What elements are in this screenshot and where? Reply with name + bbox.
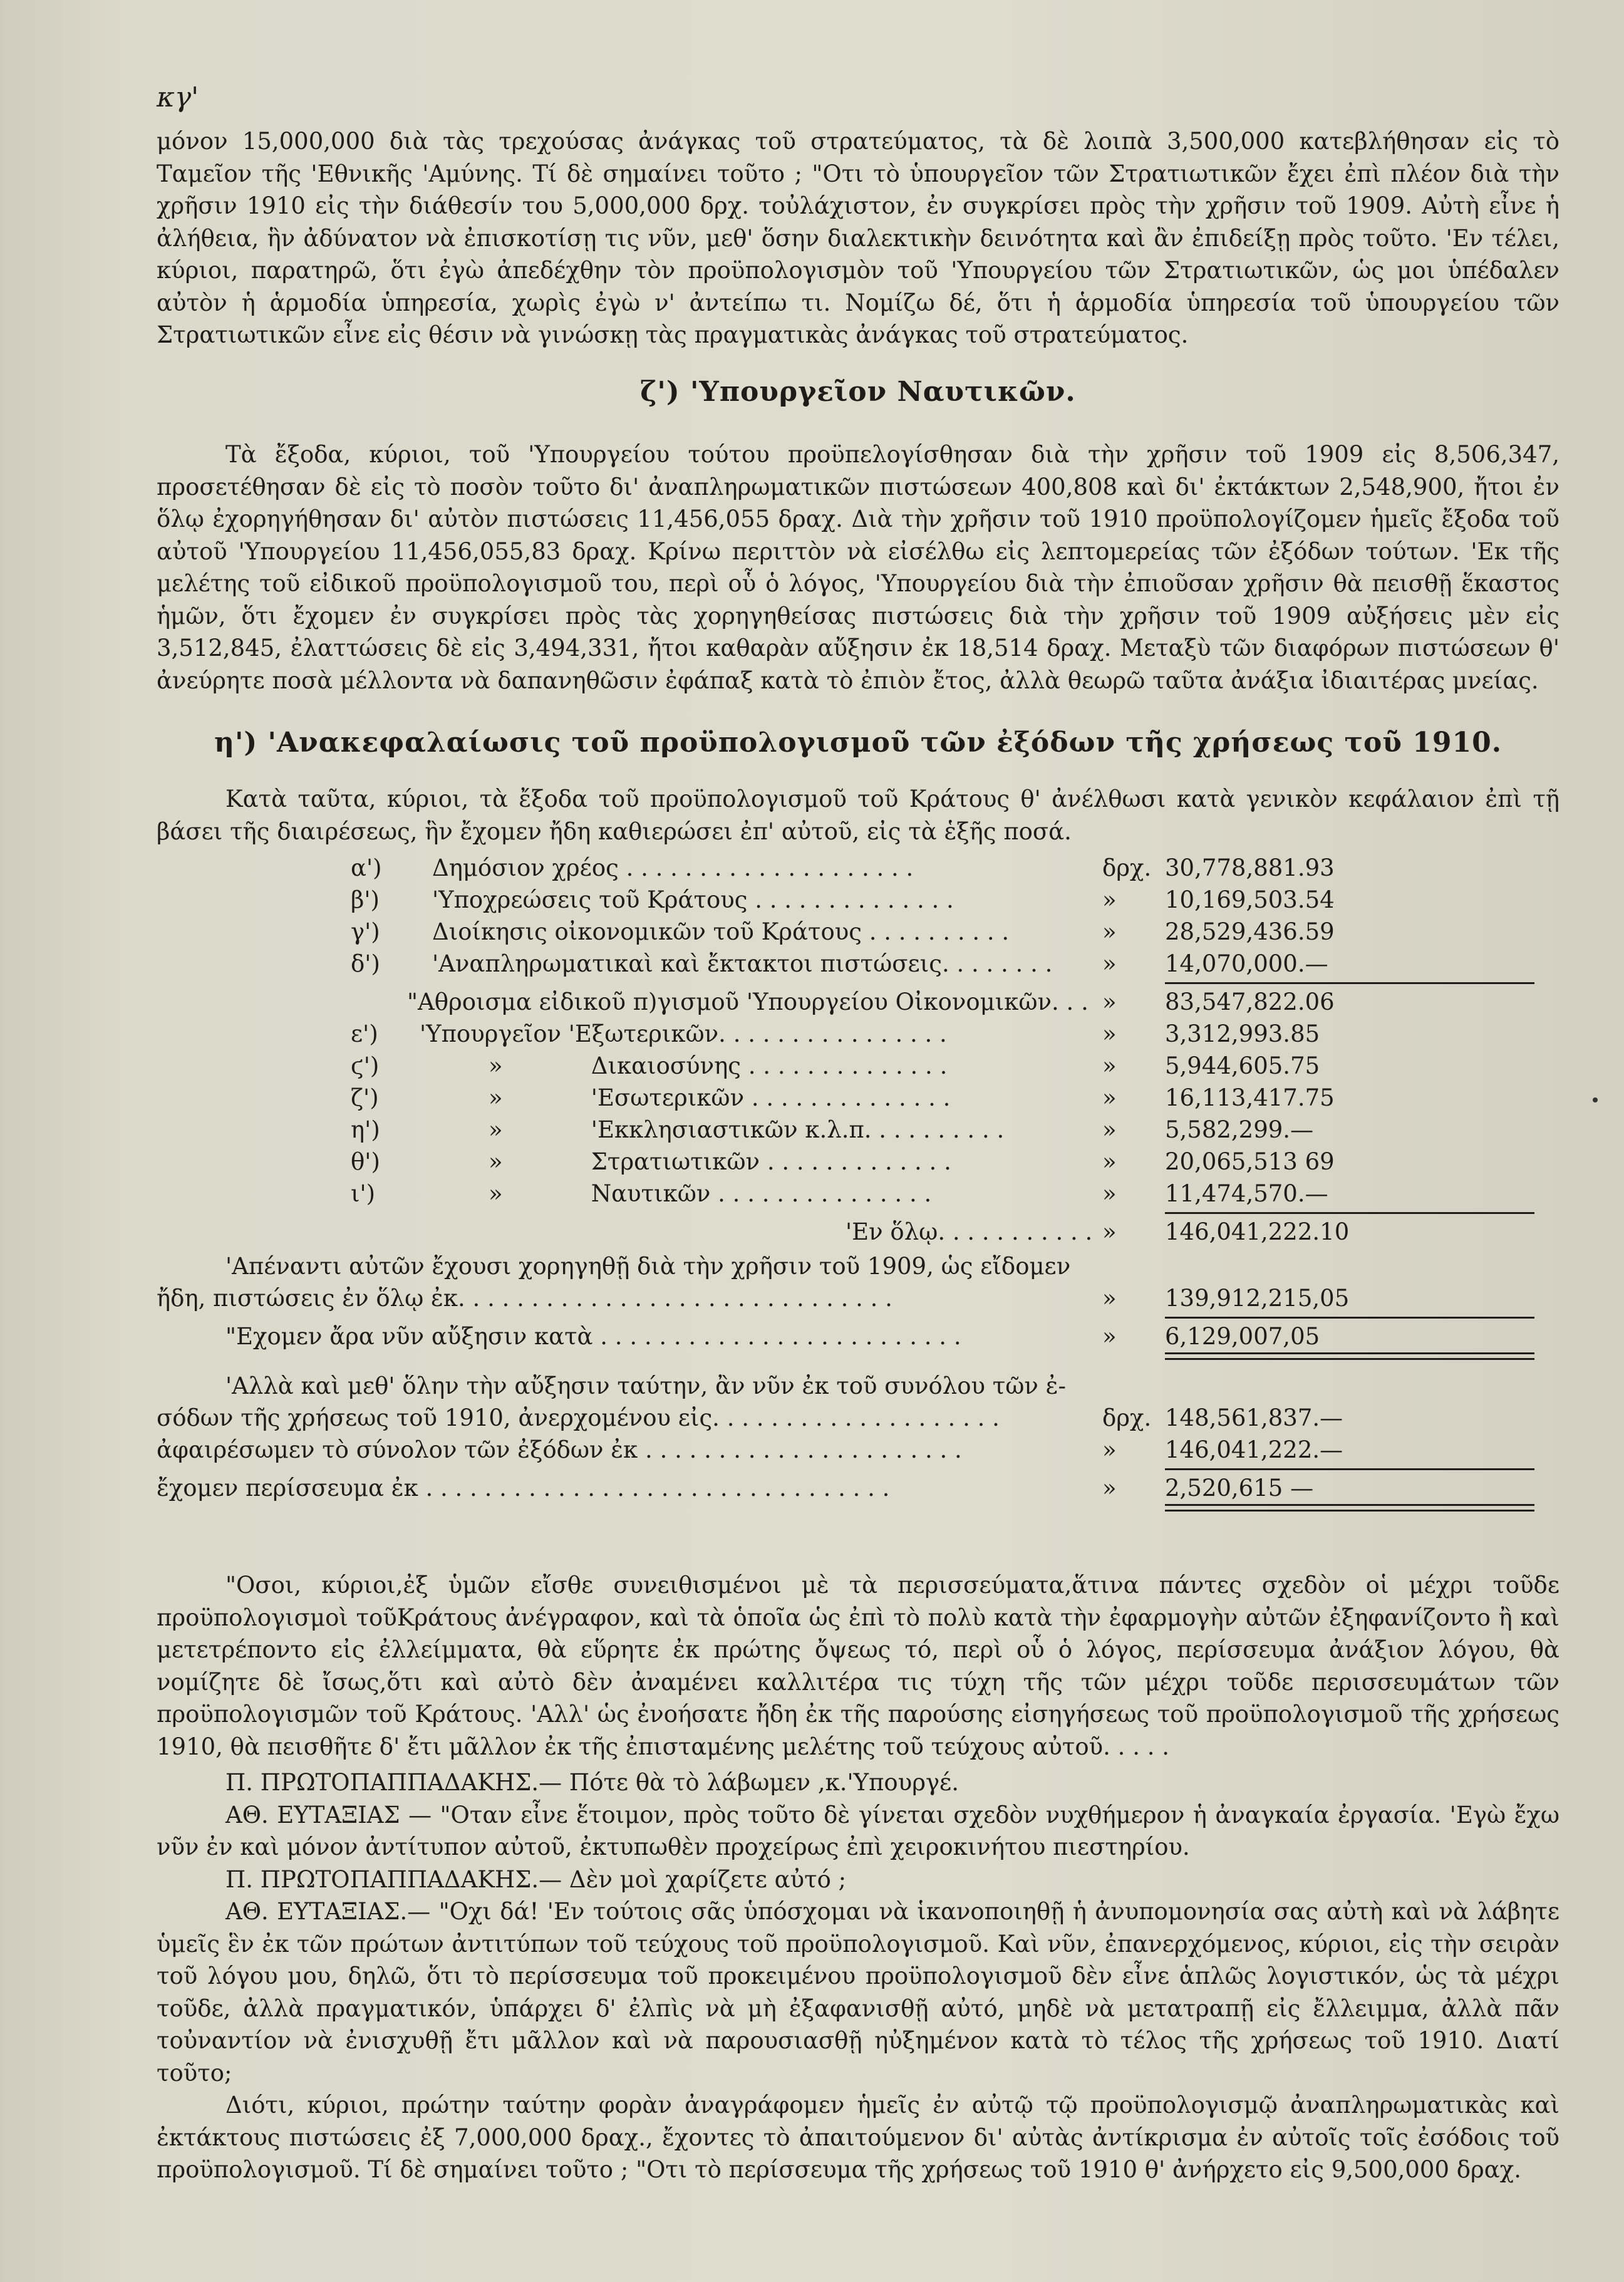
ledger-row xyxy=(157,1178,1559,1210)
ledger-amount: 5,582,299.— xyxy=(1165,1116,1314,1143)
sum-rule xyxy=(1165,982,1534,984)
dialogue-line xyxy=(157,1864,1559,1896)
increase-amount: 6,129,007,05 xyxy=(1165,1323,1320,1350)
ledger-row xyxy=(157,1114,1559,1146)
ledger-label: 'Αναπληρωματικαὶ καὶ ἔκτακτοι πιστώσεις. . . . . . . . xyxy=(432,950,1053,977)
speaker-name: Π. ΠΡΩΤΟΠΑΠΠΑΔΑΚΗΣ.— xyxy=(225,1769,562,1796)
subtotal-label: "Αθροισμα εἰδικοῦ π)γισμοῦ 'Υπουργείου Οἰκονομικῶν. . . xyxy=(407,988,1089,1015)
surplus-amount: 2,520,615 — xyxy=(1165,1475,1314,1501)
ledger-revenue-row xyxy=(157,1402,1559,1434)
ledger-increase-row xyxy=(157,1320,1559,1352)
ledger-letter: α') xyxy=(351,854,382,881)
ledger-amount: 20,065,513 69 xyxy=(1165,1148,1335,1175)
ledger-label: » 'Εκκλησιαστικῶν κ.λ.π. . . . . . . . . . xyxy=(489,1116,1005,1143)
speech-text: Πότε θὰ τὸ λάβωμεν ,κ.'Υπουργέ. xyxy=(569,1769,959,1796)
ledger-unit: δρχ. xyxy=(1102,1404,1152,1431)
ledger-unit: » xyxy=(1102,1323,1117,1350)
section-z-body xyxy=(157,438,1559,697)
ledger-label: » Στρατιωτικῶν . . . . . . . . . . . . . xyxy=(489,1148,951,1175)
ledger-label: » Δικαιοσύνης . . . . . . . . . . . . . . xyxy=(489,1052,948,1079)
intro-block xyxy=(157,125,1559,351)
ledger-unit: » xyxy=(1102,1285,1117,1312)
ledger-unit: » xyxy=(1102,1148,1117,1175)
section-z-paragraph: Τὰ ἔξοδα, κύριοι, τοῦ 'Υπουργείου τούτου προϋπελογίσθησαν διὰ τὴν χρῆσιν τοῦ 1909 εἰς 8,506,347, προσετέθησαν δὲ εἰς τὸ ποσὸν τοῦτο δι' ἀναπληρωματικῶν πιστώσεων 400,808 καὶ δι' ἐκτάκτων 2,548,900, ἤτοι ἐν ὅλῳ ἐχορηγήθησαν δι' αὐτὸν πιστώσεις 11,456,055 δραχ. Διὰ τὴν χρῆσιν τοῦ 1910 προϋπολογίζομεν ἡμεῖς ἔξοδα τοῦ αὐτοῦ 'Υπουργείου 11,456,055,83 δραχ. Κρίνω περιττὸν νὰ εἰσέλθω εἰς λεπτομερείας τῶν ἐξόδων τούτων. 'Εκ τῆς μελέτης τοῦ εἰδικοῦ προϋπολογισμοῦ του, περὶ οὗ ὁ λόγος, 'Υπουργείου διὰ τὴν ἐπιοῦσαν χρῆσιν θὰ πεισθῇ ἕκαστος ἡμῶν, ὅτι ἔχομεν ἐν συγκρίσει πρὸς τὰς χορηγηθείσας πιστώσεις διὰ τὴν χρῆσιν τοῦ 1909 αὐξήσεις μὲν εἰς 3,512,845, ἐλαττώσεις δὲ εἰς 3,494,331, ἤτοι καθαρὰν αὔξησιν ἐκ 18,514 δραχ. Μεταξὺ τῶν διαφόρων πιστώσεων θ' ἀνεύρητε ποσὰ μέλλοντα νὰ δαπανηθῶσιν ἐφάπαξ κατὰ τὸ ἐπιὸν ἔτος, ἀλλὰ θεωρῶ ταῦτα ἀνάξια ἰδιαιτέρας μνείας. xyxy=(157,441,1559,694)
ledger-amount: 14,070,000.— xyxy=(1165,950,1328,977)
ledger-row xyxy=(157,948,1559,980)
ledger-label: » Ναυτικῶν . . . . . . . . . . . . . . . xyxy=(489,1180,932,1207)
ledger-letter: δ') xyxy=(351,950,380,977)
ledger-letter: γ') xyxy=(351,918,380,945)
section-h-heading: η') 'Ανακεφαλαίωσις τοῦ προϋπολογισμοῦ τῶν ἐξόδων τῆς χρήσεως τοῦ 1910. xyxy=(214,727,1502,759)
ledger-granted-row xyxy=(157,1282,1559,1314)
budget-ledger xyxy=(157,852,1559,1513)
ledger-subtract-row xyxy=(157,1434,1559,1466)
ledger-unit: » xyxy=(1102,1436,1117,1463)
ledger-letter: θ') xyxy=(351,1148,380,1175)
ledger-letter: ζ') xyxy=(351,1084,379,1111)
subtract-amount: 146,041,222.— xyxy=(1165,1436,1343,1463)
ledger-unit: » xyxy=(1102,1052,1117,1079)
final-paragraph: Διότι, κύριοι, πρώτην ταύτην φορὰν ἀναγράφομεν ἡμεῖς ἐν αὐτῷ τῷ προϋπολογισμῷ ἀναπληρωματικὰς καὶ ἐκτάκτους πιστώσεις ἐξ 7,000,000 δραχ., ἔχοντες τὸ ἀπαιτούμενον δι' αὐτὰς ἀντίκρισμα ἐν αὐτοῖς τοῖς ἐσόδοις τοῦ προϋπολογισμοῦ. Τί δὲ σημαίνει τοῦτο ; "Οτι τὸ περίσσευμα τῆς χρήσεως τοῦ 1910 θ' ἀνήρχετο εἰς 9,500,000 δραχ. xyxy=(157,2092,1559,2183)
intro-paragraph: μόνον 15,000,000 διὰ τὰς τρεχούσας ἀνάγκας τοῦ στρατεύματος, τὰ δὲ λοιπὰ 3,500,000 κατεβλήθησαν εἰς τὸ Ταμεῖον τῆς 'Εθνικῆς 'Αμύνης. Τί δὲ σημαίνει τοῦτο ; "Οτι τὸ ὑπουργεῖον τῶν Στρατιωτικῶν ἔχει ἐπὶ πλέον διὰ τὴν χρῆσιν 1910 εἰς τὴν διάθεσίν του 5,000,000 δρχ. τοὐλάχιστον, ἐν συγκρίσει πρὸς τὴν χρῆσιν τοῦ 1909. Αὐτὴ εἶνε ἡ ἀλήθεια, ἣν ἀδύνατον νὰ ἐπισκοτίσῃ τις νῦν, μεθ' ὅσην διαλεκτικὴν δεινότητα καὶ ἂν ἐπιδείξῃ πρὸς τοῦτο. 'Εν τέλει, κύριοι, παρατηρῶ, ὅτι ἐγὼ ἀπεδέχθην τὸν προϋπολογισμὸν τοῦ 'Υπουργείου τῶν Στρατιωτικῶν, ὡς μοι ὑπέδαλεν αὐτὸν ἡ ἁρμοδία ὑπηρεσία, χωρὶς ἐγὼ ν' ἀντείπω τι. Νομίζω δέ, ὅτι ἡ ἁρμοδία ὑπηρεσία τοῦ ὑπουργείου τῶν Στρατιωτικῶν εἶνε εἰς θέσιν νὰ γινώσκῃ τὰς πραγματικὰς ἀνάγκας τοῦ στρατεύματος. xyxy=(157,128,1559,348)
ledger-amount: 10,169,503.54 xyxy=(1165,886,1335,913)
ledger-unit: » xyxy=(1102,950,1117,977)
ledger-unit: » xyxy=(1102,1020,1117,1047)
ledger-letter: ϛ') xyxy=(351,1052,380,1079)
ledger-row xyxy=(157,1050,1559,1082)
total-amount: 146,041,222.10 xyxy=(1165,1218,1350,1245)
ledger-amount: 30,778,881.93 xyxy=(1165,854,1335,881)
ledger-unit: » xyxy=(1102,988,1117,1015)
speaker-name: Π. ΠΡΩΤΟΠΑΠΠΑΔΑΚΗΣ.— xyxy=(225,1865,562,1893)
ledger-unit: » xyxy=(1102,1116,1117,1143)
ledger-amount: 16,113,417.75 xyxy=(1165,1084,1335,1111)
dialogue-block xyxy=(157,1766,1559,2186)
speech-text: "Οταν εἶνε ἕτοιμον, πρὸς τοῦτο δὲ γίνεται σχεδὸν νυχθήμερον ἡ ἀναγκαία ἐργασία. 'Εγὼ ἔχω νῦν ἐν καὶ μόνον ἀντίτυπον αὐτοῦ, ἐκτυπωθὲν προχείρως ἐπὶ χειροκινήτου πιεστηρίου. xyxy=(157,1801,1560,1860)
granted-caption: 'Απέναντι αὐτῶν ἔχουσι χορηγηθῇ διὰ τὴν χρῆσιν τοῦ 1909, ὡς εἴδομεν xyxy=(225,1253,1071,1280)
sum-rule xyxy=(1165,1212,1534,1214)
speaker-name: ΑΘ. ΕΥΤΑΞΙΑΣ — xyxy=(225,1801,432,1828)
granted-amount: 139,912,215,05 xyxy=(1165,1285,1350,1312)
revenue-caption: 'Αλλὰ καὶ μεθ' ὅλην τὴν αὔξησιν ταύτην, ἂν νῦν ἐκ τοῦ συνόλου τῶν ἐ- xyxy=(225,1372,1066,1399)
ledger-letter: ι') xyxy=(351,1180,376,1207)
ledger-unit: » xyxy=(1102,886,1117,913)
surplus-label: ἔχομεν περίσσευμα ἐκ . . . . . . . . . . . . . . . . . . . . . . . . . . . . . . . . xyxy=(157,1475,890,1501)
ledger-row xyxy=(157,916,1559,948)
speech-text: Δὲν μοὶ χαρίζετε αὐτό ; xyxy=(569,1865,847,1893)
ink-speck xyxy=(1593,1097,1598,1102)
ledger-row xyxy=(157,1082,1559,1114)
page-number: κγ' xyxy=(157,81,199,113)
ledger-label: » 'Εσωτερικῶν . . . . . . . . . . . . . . xyxy=(489,1084,951,1111)
ledger-label: 'Υπουργεῖον 'Εξωτερικῶν. . . . . . . . . . . . . . . . xyxy=(420,1020,947,1047)
revenue-amount: 148,561,837.— xyxy=(1165,1404,1343,1431)
ledger-unit: » xyxy=(1102,1180,1117,1207)
granted-label: ἤδη, πιστώσεις ἐν ὅλῳ ἐκ. . . . . . . . . . . . . . . . . . . . . . . . . . . . . . xyxy=(157,1285,892,1312)
double-rule xyxy=(1165,1504,1534,1512)
section-z-heading: ζ') 'Υπουργεῖον Ναυτικῶν. xyxy=(640,376,1076,408)
granted-caption-row xyxy=(157,1250,1559,1282)
speech-text: "Οχι δά! 'Εν τούτοις σᾶς ὑπόσχομαι νὰ ἱκανοποιηθῇ ἡ ἀνυπομονησία σας αὐτὴ καὶ νὰ λάβητε ὑμεῖς ἓν ἐκ τῶν πρώτων ἀντιτύπων τοῦ τεύχους τοῦ προϋπολογισμοῦ. Καὶ νῦν, ἐπανερχόμενος, κύριοι, εἰς τὴν σειρὰν τοῦ λόγου μου, δηλῶ, ὅτι τὸ περίσσευμα τοῦ προκειμένου προϋπολογισμοῦ δὲν εἶνε ἁπλῶς λογιστικόν, ὡς τὰ μέχρι τοῦδε, ἀλλὰ πραγματικόν, ὑπάρχει δ' ἐλπὶς νὰ μὴ ἐξαφανισθῇ αὐτό, μηδὲ νὰ μετατραπῇ εἰς ἔλλειμμα, ἀλλὰ πᾶν τοὐναντίον νὰ ἐνισχυθῇ ἔτι μᾶλλον καὶ νὰ παρουσιασθῇ ηὐξημένον κατὰ τὸ τέλος τῆς χρήσεως τοῦ 1910. Διατί τοῦτο; xyxy=(157,1898,1559,2087)
ledger-row xyxy=(157,884,1559,916)
ledger-row xyxy=(157,1146,1559,1178)
ledger-label: Διοίκησις οἰκονομικῶν τοῦ Κράτους . . . . . . . . . . xyxy=(432,918,1010,945)
sum-rule xyxy=(1165,1317,1534,1319)
closing-paragraph: "Οσοι, κύριοι,ἐξ ὑμῶν εἴσθε συνειθισμένοι μὲ τὰ περισσεύματα,ἅτινα πάντες σχεδὸν οἱ μέχρι τοῦδε προϋπολογισμοὶ τοῦΚράτους ἀνέγραφον, καὶ τὰ ὁποῖα ὡς ἐπὶ τὸ πολὺ κατὰ τὴν ἐφαρμογὴν αὐτῶν ἐξηφανίζοντο ἢ καὶ μετετρέποντο εἰς ἐλλείμματα, θὰ εὕρητε ἐκ πρώτης ὄψεως τό, περὶ οὗ ὁ λόγος, περίσσευμα ἀνάξιον λόγου, θὰ νομίζητε δὲ ἴσως,ὅτι καὶ αὐτὸ δὲν ἀναμένει καλλιτέρα τις τύχη τῆς τῶν μέχρι τοῦδε περισσευμάτων τῶν προϋπολογισμῶν τοῦ Κράτους. 'Αλλ' ὡς ἐνοήσατε ἤδη ἐκ τῆς παρούσης εἰσηγήσεως τοῦ προϋπολογισμοῦ τῆς χρήσεως 1910, θὰ πεισθῆτε δ' ἔτι μᾶλλον ἐκ τῆς ἐπισταμένης μελέτης τοῦ τεύχους αὐτοῦ. . . . . xyxy=(157,1572,1559,1760)
ledger-amount: 28,529,436.59 xyxy=(1165,918,1335,945)
ledger-amount: 11,474,570.— xyxy=(1165,1180,1328,1207)
ledger-letter: ε') xyxy=(351,1020,378,1047)
speaker-name: ΑΘ. ΕΥΤΑΞΙΑΣ.— xyxy=(225,1898,431,1925)
ledger-unit: » xyxy=(1102,918,1117,945)
sum-rule xyxy=(1165,1468,1534,1470)
ledger-unit: » xyxy=(1102,1475,1117,1501)
dialogue-line xyxy=(157,1766,1559,1799)
section-h-intro: Κατὰ ταῦτα, κύριοι, τὰ ἔξοδα τοῦ προϋπολογισμοῦ τοῦ Κράτους θ' ἀνέλθωσι κατὰ γενικὸν κεφάλαιον ἐπὶ τῇ βάσει τῆς διαιρέσεως, ἣν ἔχομεν ἤδη καθιερώσει ἐπ' αὐτοῦ, εἰς τὰ ἑξῆς ποσά. xyxy=(157,786,1559,845)
ledger-row xyxy=(157,852,1559,884)
section-h-intro-block xyxy=(157,783,1559,848)
ledger-total-row xyxy=(157,1216,1559,1248)
ledger-unit: » xyxy=(1102,1084,1117,1111)
subtotal-amount: 83,547,822.06 xyxy=(1165,988,1335,1015)
revenue-label: σόδων τῆς χρήσεως τοῦ 1910, ἀνερχομένου εἰς. . . . . . . . . . . . . . . . . . . . xyxy=(157,1404,1000,1431)
ledger-row xyxy=(157,1018,1559,1050)
total-label: 'Εν ὅλῳ. . . . . . . . . . . xyxy=(846,1218,1093,1245)
ledger-amount: 3,312,993.85 xyxy=(1165,1020,1320,1047)
ledger-letter: β') xyxy=(351,886,380,913)
ledger-surplus-row xyxy=(157,1472,1559,1504)
subtract-label: ἀφαιρέσωμεν τὸ σύνολον τῶν ἐξόδων ἐκ . . . . . . . . . . . . . . . . . . . . . . xyxy=(157,1436,962,1463)
closing-block xyxy=(157,1569,1559,1763)
increase-label: "Εχομεν ἄρα νῦν αὔξησιν κατὰ . . . . . . . . . . . . . . . . . . . . . . . . . xyxy=(225,1323,961,1350)
section-z xyxy=(157,376,1559,408)
dialogue-line xyxy=(157,1896,1559,2089)
revenue-caption-row xyxy=(157,1370,1559,1402)
section-h xyxy=(157,727,1559,759)
double-rule xyxy=(1165,1352,1534,1360)
ledger-subtotal-row xyxy=(157,986,1559,1018)
ledger-label: Δημόσιον χρέος . . . . . . . . . . . . . . . . . . . . xyxy=(432,854,914,881)
ledger-unit: » xyxy=(1102,1218,1117,1245)
dialogue-line xyxy=(157,1799,1559,1864)
ledger-amount: 5,944,605.75 xyxy=(1165,1052,1320,1079)
ledger-letter: η') xyxy=(351,1116,380,1143)
ledger-label: 'Υποχρεώσεις τοῦ Κράτους . . . . . . . . . . . . . . xyxy=(432,886,954,913)
ledger-unit: δρχ. xyxy=(1102,854,1152,881)
